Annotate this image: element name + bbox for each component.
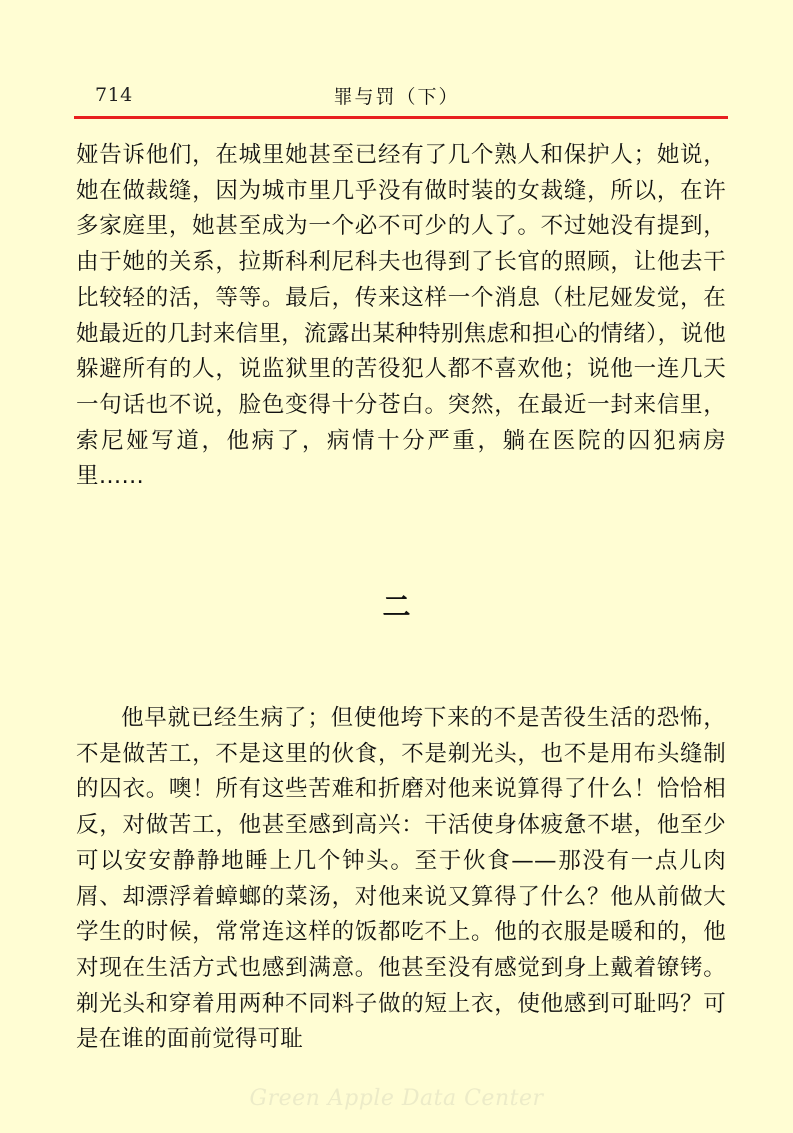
page-number: 714 (95, 84, 133, 106)
watermark: Green Apple Data Center (249, 1086, 544, 1111)
body-paragraph-2: 他早就已经生病了；但使他垮下来的不是苦役生活的恐怖，不是做苦工，不是这里的伙食，不是剃光头，也不是用布头缝制的囚衣。噢！所有这些苦难和折磨对他来说算得了什么！恰恰相反，对做苦工，他甚至感到高兴：干活使身体疲惫不堪，他至少可以安安静静地睡上几个钟头。至于伙食——那没有一点儿肉屑、却漂浮着蟑螂的菜汤，对他来说又算得了什么？他从前做大学生的时候，常常连这样的饭都吃不上。他的衣服是暖和的，他对现在生活方式也感到满意。他甚至没有感觉到身上戴着镣铐。剃光头和穿着用两种不同料子做的短上衣，使他感到可耻吗？可是在谁的面前觉得可耻 (76, 705, 726, 1053)
header-rule (74, 116, 728, 119)
section-number: 二 (382, 590, 411, 623)
running-title: 罪与罚（下） (333, 86, 460, 108)
body-paragraph-1: 娅告诉他们，在城里她甚至已经有了几个熟人和保护人；她说，她在做裁缝，因为城市里几乎没有做时装的女裁缝，所以，在许多家庭里，她甚至成为一个必不可少的人了。不过她没有提到，由于她的关系，拉斯科利尼科夫也得到了长官的照顾，让他去干比较轻的活，等等。最后，传来这样一个消息（杜尼娅发觉，在她最近的几封来信里，流露出某种特别焦虑和担心的情绪），说他躲避所有的人，说监狱里的苦役犯人都不喜欢他；说他一连几天一句话也不说，脸色变得十分苍白。突然，在最近一封来信里，索尼娅写道，他病了，病情十分严重，躺在医院的囚犯病房里…… (76, 142, 726, 490)
